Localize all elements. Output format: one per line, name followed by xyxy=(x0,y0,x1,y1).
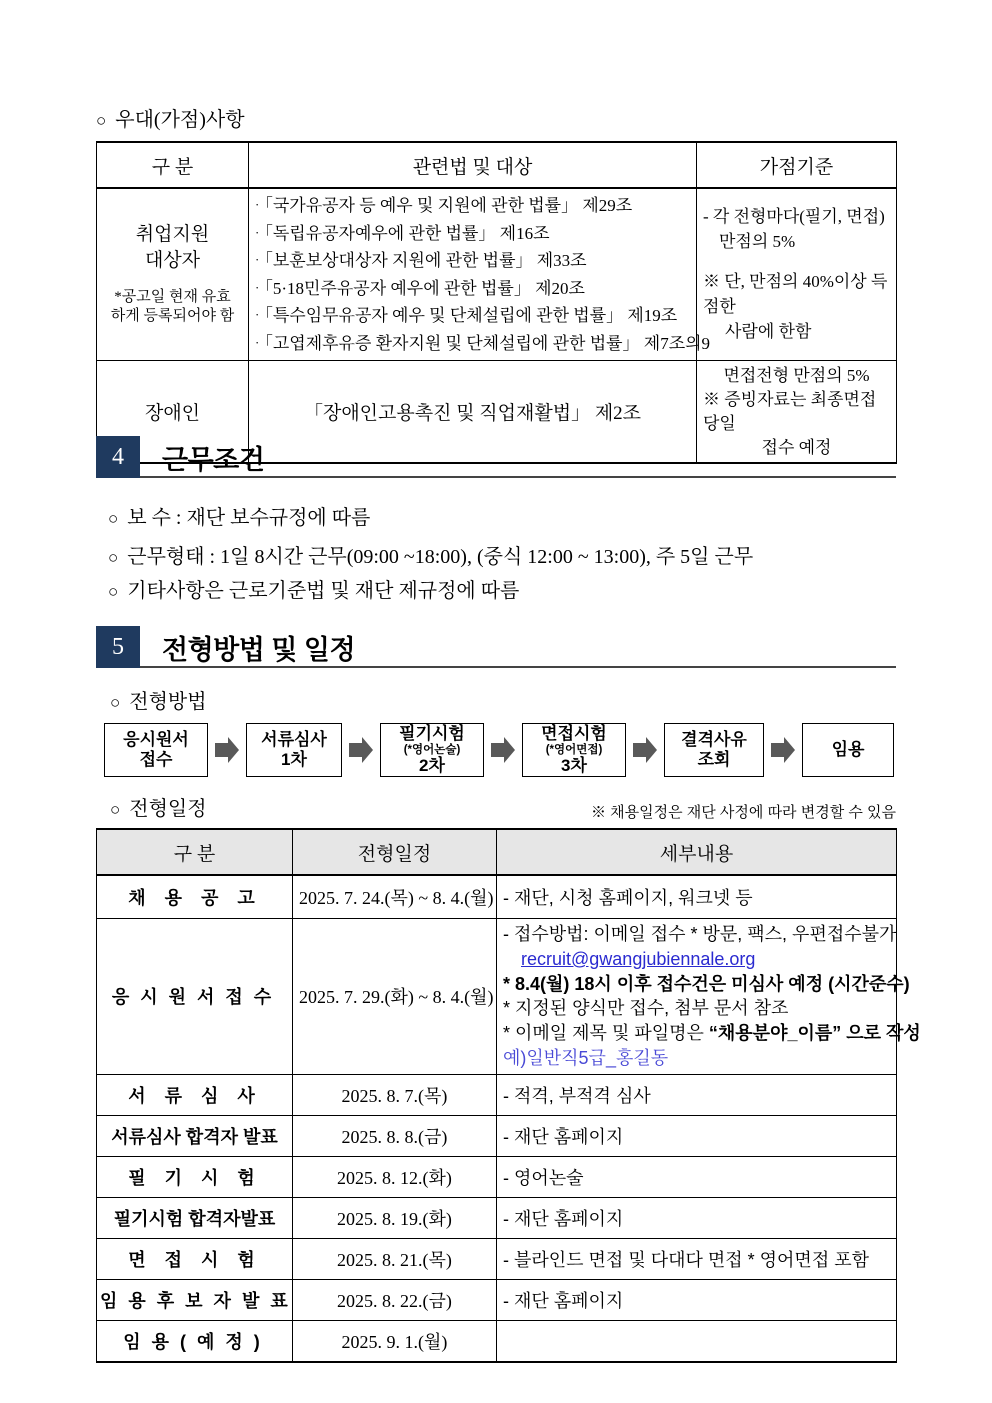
section-4-number-badge: 4 xyxy=(96,436,140,478)
table-header-row xyxy=(97,829,897,875)
schedule-detail-announcement: - 재단, 시청 홈페이지, 워크넷 등 xyxy=(497,875,897,919)
application-detail-line-5 xyxy=(503,1021,921,1046)
category-line-2: 대상자 xyxy=(144,250,201,272)
score-line-3: ※ 단, 만점의 40%이상 득점한 xyxy=(703,272,888,316)
score-line-1: - 각 전형마다(필기, 면접) xyxy=(703,206,885,226)
application-detail-line-3: * 8.4(월) 18시 이후 접수건은 미심사 예정 (시간준수) xyxy=(503,973,910,994)
schedule-detail-document-review: - 적격, 부적격 심사 xyxy=(497,1074,897,1115)
disabled-score-line-3: 접수 예정 xyxy=(761,437,832,457)
list-dot-icon: · xyxy=(255,252,260,268)
line5-quoted-format: “채용분야_이름” xyxy=(708,1023,842,1044)
schedule-detail-application xyxy=(497,919,921,1075)
schedule-detail-appointment xyxy=(497,1320,897,1362)
schedule-label-document-review: 서 류 심 사 xyxy=(97,1074,293,1115)
schedule-heading-text: 전형일정 xyxy=(129,798,207,820)
bullet-icon: ○ xyxy=(110,693,121,712)
table-row xyxy=(97,1156,897,1197)
bullet-icon: ○ xyxy=(108,509,119,528)
law-item xyxy=(255,330,711,358)
line5-part-c: 으로 작성 xyxy=(846,1023,921,1044)
method-heading xyxy=(96,690,896,715)
work-condition-text: 기타사항은 근로기준법 및 재단 제규정에 따름 xyxy=(127,580,520,602)
flow-step-line-1: 서류심사 xyxy=(261,730,327,750)
cell-category-disabled: 장애인 xyxy=(97,361,249,464)
flow-step-line-2: 1차 xyxy=(281,750,307,769)
schedule-detail-written-exam: - 영어논술 xyxy=(497,1156,897,1197)
application-detail-line-1: - 접수방법: 이메일 접수 * 방문, 팩스, 우편접수불가 xyxy=(503,924,897,944)
category-line-1: 취업지원 xyxy=(135,224,210,246)
schedule-heading xyxy=(96,797,207,822)
flow-step-disqualification-check xyxy=(664,723,764,777)
law-item xyxy=(255,220,690,248)
category-note-line-1: *공고일 현재 유효 xyxy=(114,288,231,305)
preference-section xyxy=(96,108,896,464)
category-note-line-2: 하게 등록되어야 함 xyxy=(110,308,235,325)
col-header-schedule: 전형일정 xyxy=(293,829,497,875)
application-detail-example: 예)일반직5급_홍길동 xyxy=(503,1048,669,1069)
schedule-table xyxy=(96,828,921,1363)
law-item xyxy=(255,247,690,275)
arrow-right-icon xyxy=(631,735,659,765)
bullet-icon: ○ xyxy=(108,582,119,601)
section-5-number-badge: 5 xyxy=(96,626,140,668)
flow-step-document-review xyxy=(246,723,342,777)
table-row xyxy=(97,1074,897,1115)
spacer xyxy=(703,254,890,270)
table-row xyxy=(97,1115,897,1156)
table-row xyxy=(97,919,897,1075)
section-5 xyxy=(96,626,921,1363)
schedule-date-announcement: 2025. 7. 24.(목) ~ 8. 4.(월) xyxy=(293,875,497,919)
schedule-date-interview: 2025. 8. 21.(목) xyxy=(293,1238,497,1279)
section-4-title: 근무조건 xyxy=(162,444,265,475)
table-row xyxy=(97,1320,897,1362)
flow-step-line-2: 3차 xyxy=(561,756,587,776)
work-condition-item xyxy=(108,506,896,531)
schedule-label-announcement: 채 용 공 고 xyxy=(97,875,293,919)
flow-step-written-exam xyxy=(380,723,484,777)
law-item xyxy=(255,275,690,303)
cell-category-employment-support xyxy=(97,188,249,361)
cell-law-disabled: 「장애인고용촉진 및 직업재활법」 제2조 xyxy=(249,361,697,464)
selection-flow-diagram xyxy=(96,723,896,777)
schedule-label-interview: 면 접 시 험 xyxy=(97,1238,293,1279)
schedule-date-appointment: 2025. 9. 1.(월) xyxy=(293,1320,497,1362)
score-line-2: 만점의 5% xyxy=(719,231,796,251)
list-dot-icon: · xyxy=(255,334,260,350)
schedule-detail-candidate-announcement: - 재단 홈페이지 xyxy=(497,1279,897,1320)
arrow-right-icon xyxy=(769,735,797,765)
schedule-label-candidate-announcement: 임 용 후 보 자 발 표 xyxy=(97,1279,293,1320)
flow-step-interview xyxy=(522,723,626,777)
schedule-label-written-exam: 필 기 시 험 xyxy=(97,1156,293,1197)
schedule-detail-document-result: - 재단 홈페이지 xyxy=(497,1115,897,1156)
method-heading-text: 전형방법 xyxy=(129,691,207,713)
flow-step-line-2: 2차 xyxy=(419,756,445,776)
cell-score-criteria xyxy=(697,188,897,361)
flow-step-line-1: 필기시험 xyxy=(399,724,465,744)
flow-step-line-2: 조회 xyxy=(697,750,731,769)
law-item-text: 「고엽제후유증 환자지원 및 단체설립에 관한 법률」 제7조의9 xyxy=(264,333,711,353)
col-header-laws: 관련법 및 대상 xyxy=(249,142,697,188)
law-item-text: 「5·18민주유공자 예우에 관한 법률」 제20조 xyxy=(264,278,585,298)
flow-step-application xyxy=(104,723,208,777)
list-dot-icon: · xyxy=(255,279,260,295)
table-row xyxy=(97,875,897,919)
schedule-label-application: 응 시 원 서 접 수 xyxy=(97,919,293,1075)
schedule-label-appointment: 임 용 ( 예 정 ) xyxy=(97,1320,293,1362)
schedule-detail-written-result: - 재단 홈페이지 xyxy=(497,1197,897,1238)
flow-step-line-1: 응시원서 xyxy=(123,730,189,750)
schedule-heading-row xyxy=(96,797,896,822)
section-4-body xyxy=(96,506,896,604)
bullet-icon: ○ xyxy=(110,800,121,819)
schedule-date-written-result: 2025. 8. 19.(화) xyxy=(293,1197,497,1238)
arrow-right-icon xyxy=(489,735,517,765)
list-dot-icon: · xyxy=(255,307,260,323)
table-row xyxy=(97,188,897,361)
col-header-category: 구 분 xyxy=(97,142,249,188)
recruit-email-link[interactable]: recruit@gwangjubiennale.org xyxy=(521,948,756,969)
section-4-header xyxy=(96,436,896,478)
preference-heading xyxy=(96,108,896,133)
schedule-date-document-result: 2025. 8. 8.(금) xyxy=(293,1115,497,1156)
flow-step-line-1: 임용 xyxy=(831,740,865,760)
work-condition-text: 보 수 : 재단 보수규정에 따름 xyxy=(127,507,371,529)
law-item-text: 「국가유공자 등 예우 및 지원에 관한 법률」 제29조 xyxy=(264,196,633,215)
work-condition-text: 근무형태 : 1일 8시간 근무(09:00 ~18:00), (중식 12:00 ~ 13:00), 주 5일 근무 xyxy=(127,546,754,568)
flow-step-line-1: 결격사유 xyxy=(681,730,747,750)
preference-heading-text: 우대(가점)사항 xyxy=(115,109,245,131)
schedule-date-document-review: 2025. 8. 7.(목) xyxy=(293,1074,497,1115)
flow-step-sub: (*영어면접) xyxy=(545,743,603,756)
preference-table xyxy=(96,141,897,464)
disabled-score-line-2: ※ 증빙자료는 최종면접 당일 xyxy=(703,389,877,433)
law-item-text: 「보훈보상대상자 지원에 관한 법률」 제33조 xyxy=(264,251,587,271)
arrow-right-icon xyxy=(347,735,375,765)
flow-step-line-2: 접수 xyxy=(139,750,173,769)
schedule-date-candidate-announcement: 2025. 8. 22.(금) xyxy=(293,1279,497,1320)
section-divider xyxy=(140,476,896,478)
table-row xyxy=(97,1238,897,1279)
work-condition-item xyxy=(108,545,896,570)
law-item xyxy=(255,192,690,220)
cell-law-list xyxy=(249,188,711,361)
work-condition-item xyxy=(108,579,896,604)
schedule-detail-interview: - 블라인드 면접 및 다대다 면접 * 영어면접 포함 xyxy=(497,1238,897,1279)
disabled-score-line-1: 면접전형 만점의 5% xyxy=(723,366,870,386)
schedule-date-application: 2025. 7. 29.(화) ~ 8. 4.(월) xyxy=(293,919,497,1075)
arrow-right-icon xyxy=(213,735,241,765)
score-line-4: 사람에 한함 xyxy=(725,321,812,341)
category-note xyxy=(103,288,242,327)
application-email-wrap xyxy=(503,947,890,972)
section-divider xyxy=(140,666,896,668)
schedule-label-written-result: 필기시험 합격자발표 xyxy=(97,1197,293,1238)
law-item xyxy=(255,302,690,330)
section-4 xyxy=(96,436,896,604)
schedule-date-written-exam: 2025. 8. 12.(화) xyxy=(293,1156,497,1197)
section-5-header xyxy=(96,626,896,668)
bullet-icon: ○ xyxy=(108,548,119,567)
list-dot-icon: · xyxy=(255,224,260,240)
schedule-note: ※ 채용일정은 재단 사정에 따라 변경할 수 있음 xyxy=(591,804,896,821)
application-detail-line-4: * 지정된 양식만 접수, 첨부 문서 참조 xyxy=(503,998,789,1019)
table-header-row xyxy=(97,142,897,188)
table-row xyxy=(97,1279,897,1320)
line5-part-a: * 이메일 제목 및 파일명은 xyxy=(503,1023,704,1044)
schedule-label-document-result: 서류심사 합격자 발표 xyxy=(97,1115,293,1156)
flow-step-appointment xyxy=(802,723,894,777)
table-row xyxy=(97,1197,897,1238)
col-header-category: 구 분 xyxy=(97,829,293,875)
section-5-title: 전형방법 및 일정 xyxy=(162,634,356,665)
list-dot-icon: · xyxy=(255,197,260,212)
flow-step-sub: (*영어논술) xyxy=(403,743,461,756)
law-item-text: 「특수임무유공자 예우 및 단체설립에 관한 법률」 제19조 xyxy=(264,306,678,326)
flow-step-line-1: 면접시험 xyxy=(541,724,607,744)
col-header-criteria: 가점기준 xyxy=(697,142,897,188)
col-header-details: 세부내용 xyxy=(497,829,897,875)
bullet-icon: ○ xyxy=(96,111,107,130)
law-item-text: 「독립유공자예우에 관한 법률」 제16조 xyxy=(264,223,550,243)
